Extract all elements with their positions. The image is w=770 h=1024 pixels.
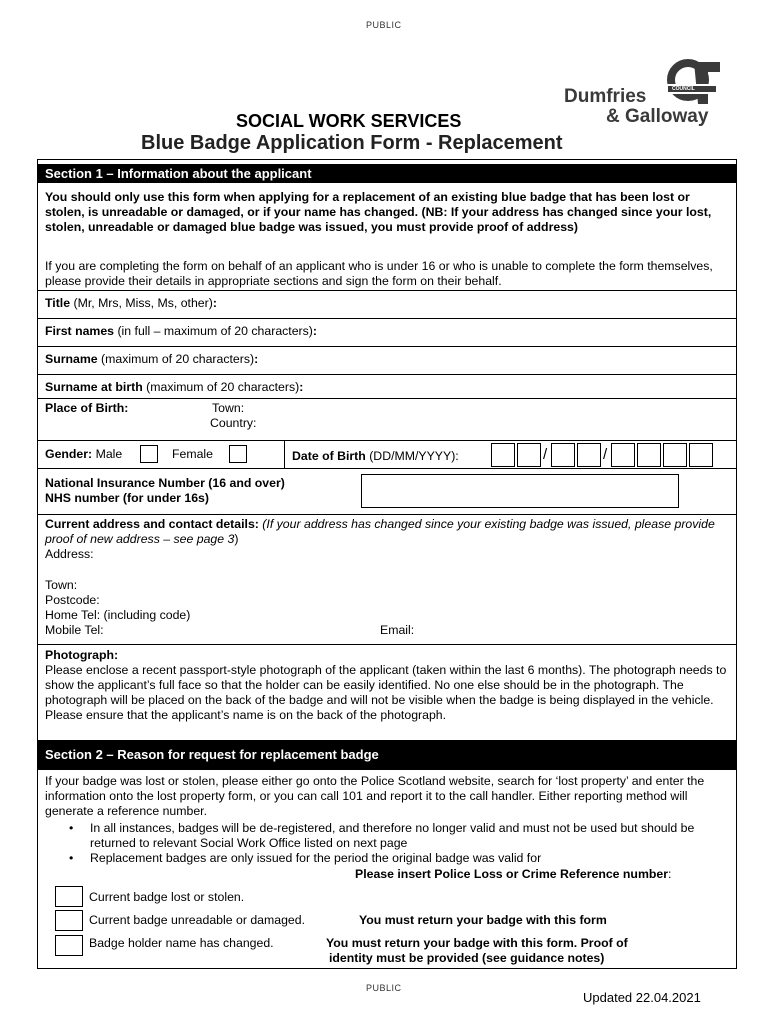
council-logo: [564, 58, 724, 128]
email-label: Email:: [380, 623, 415, 637]
birth-surname-row[interactable]: [38, 374, 736, 398]
dob-year-digit-3[interactable]: [663, 443, 687, 467]
public-marking-top: PUBLIC: [366, 20, 402, 30]
ni-number-label: National Insurance Number (16 and over): [45, 476, 285, 490]
section-2-heading: Section 2 – Reason for request for replacement badge: [38, 740, 736, 770]
dob-month-digit-1[interactable]: [551, 443, 575, 467]
place-of-birth-row[interactable]: [38, 398, 736, 440]
ni-nhs-number-input[interactable]: [361, 474, 679, 508]
section-1-intro: If you are completing the form on behalf of an applicant who is under 16 or who is unable to complete the form themselves, please provide their details in appropriate sections and sign the form on their behalf.: [45, 259, 713, 288]
postcode-label: Postcode:: [45, 593, 100, 607]
surname-row[interactable]: [38, 346, 736, 374]
dob-label: Date of Birth (DD/MM/YYYY):: [292, 449, 459, 463]
form-title: Blue Badge Application Form - Replacement: [141, 132, 563, 154]
return-badge-note: You must return your badge with this form: [359, 913, 607, 927]
public-marking-bottom: PUBLIC: [366, 983, 402, 993]
lost-stolen-label: Current badge lost or stolen.: [89, 890, 245, 904]
mobile-tel-label: Mobile Tel:: [45, 623, 104, 637]
title-row[interactable]: [38, 290, 736, 318]
female-label: Female: [172, 447, 214, 461]
gender-label: Gender: Male: [45, 447, 123, 461]
title-label: Title (Mr, Mrs, Miss, Ms, other):: [45, 296, 217, 310]
surname-label: Surname (maximum of 20 characters):: [45, 352, 259, 366]
council-logo-mark-icon: [664, 58, 722, 104]
dob-month-digit-2[interactable]: [577, 443, 601, 467]
photograph-label: Photograph:: [45, 648, 119, 662]
unreadable-damaged-label: Current badge unreadable or damaged.: [89, 913, 306, 927]
dob-day-digit-1[interactable]: [491, 443, 515, 467]
address-heading: Current address and contact details: (If your address has changed since your existing badge was issued, please provide proof of new address – see page 3): [45, 517, 715, 546]
dob-slash-1: /: [543, 446, 548, 463]
bullet-item: • Replacement badges are only issued for the period the original badge was valid for: [69, 851, 542, 865]
unreadable-damaged-checkbox[interactable]: [55, 910, 83, 931]
address-town-label: Town:: [45, 578, 78, 592]
bullet-item: • In all instances, badges will be de-registered, and therefore no longer valid and must not be used but should be returned to relevant Social Work Office listed on next page: [69, 821, 695, 850]
section-1-heading: Section 1 – Information about the applicant: [38, 164, 736, 183]
address-label: Address:: [45, 547, 94, 561]
gender-male-checkbox[interactable]: [140, 445, 158, 463]
photograph-instructions: Please enclose a recent passport-style photograph of the applicant (taken within the last 6 months). The photograph needs to show the applicant’s full face so that the holder can be easily identified. No one else should be in the photograph. The photograph will be placed on the back of the badge and will not be visible when the badge is being displayed in the vehicle. Please ensure that the applicant’s name is on the back of the photograph.: [45, 663, 727, 722]
dob-year-digit-4[interactable]: [689, 443, 713, 467]
dob-slash-2: /: [603, 446, 608, 463]
ni-nhs-row: [38, 468, 736, 514]
updated-date: Updated 22.04.2021: [583, 990, 701, 1005]
birth-surname-label: Surname at birth (maximum of 20 characters):: [45, 380, 304, 394]
name-change-note-line-1: You must return your badge with this form. Proof of: [326, 936, 628, 950]
gender-female-checkbox[interactable]: [229, 445, 247, 463]
country-label: Country:: [210, 416, 257, 430]
gender-dob-row: [38, 440, 736, 468]
logo-line-2: & Galloway: [606, 106, 709, 127]
section-1-intro-bold: You should only use this form when applying for a replacement of an existing blue badge that has been lost or stolen, is unreadable or damaged, or if your name has changed. (NB: If your address has changed since your lost, stolen, unreadable or damaged blue badge was issued, you must provide proof of address): [45, 190, 712, 234]
home-tel-label: Home Tel: (including code): [45, 608, 191, 622]
first-names-label: First names (in full – maximum of 20 characters):: [45, 324, 318, 338]
address-row[interactable]: [38, 514, 736, 644]
application-form: [37, 159, 737, 969]
place-of-birth-label: Place of Birth:: [45, 401, 129, 415]
dob-day-digit-2[interactable]: [517, 443, 541, 467]
name-changed-checkbox[interactable]: [55, 935, 83, 956]
department-title: SOCIAL WORK SERVICES: [236, 111, 462, 131]
first-names-row[interactable]: [38, 318, 736, 346]
dob-year-digit-1[interactable]: [611, 443, 635, 467]
logo-line-1: Dumfries: [564, 86, 647, 107]
name-change-note-line-2: identity must be provided (see guidance notes): [329, 951, 605, 965]
police-reference-label: Please insert Police Loss or Crime Reference number:: [355, 867, 672, 881]
section-2-intro: If your badge was lost or stolen, please either go onto the Police Scotland website, search for ‘lost property’ and enter the information onto the lost property form, or you can call 101 and report it to the call handler. Either reporting method will generate a reference number.: [45, 774, 705, 818]
town-label: Town:: [212, 401, 245, 415]
nhs-number-label: NHS number (for under 16s): [45, 491, 209, 505]
lost-stolen-checkbox[interactable]: [55, 886, 83, 907]
dob-year-digit-2[interactable]: [637, 443, 661, 467]
divider: [284, 441, 285, 468]
section-2-bullets: [45, 821, 729, 866]
council-badge-text: COUNCIL: [672, 86, 695, 92]
photograph-row: [38, 644, 736, 738]
name-changed-label: Badge holder name has changed.: [89, 936, 274, 950]
